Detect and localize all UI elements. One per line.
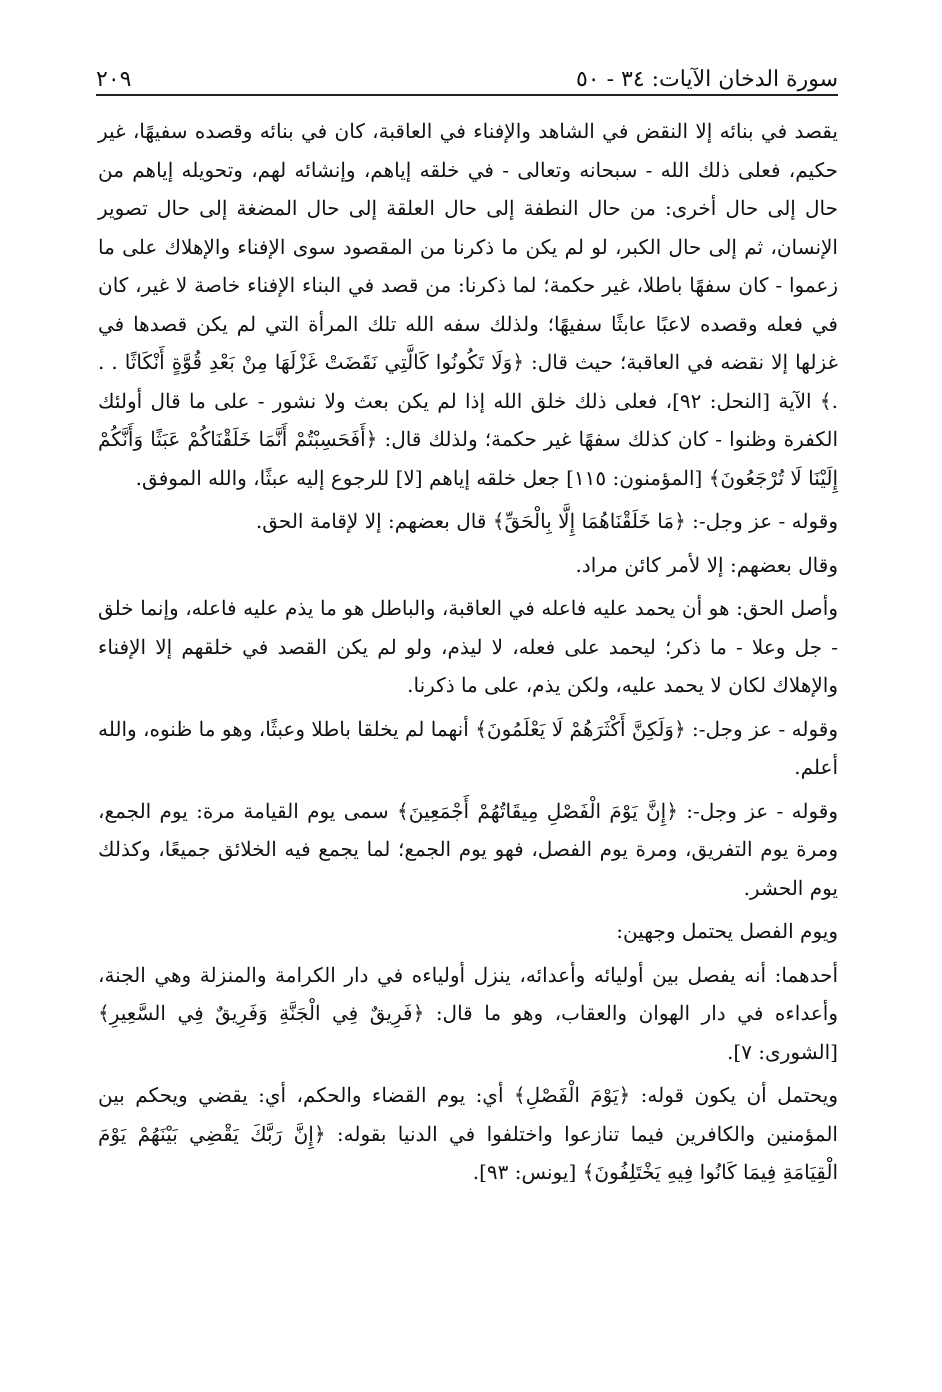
running-title: سورة الدخان الآيات: ٣٤ - ٥٠ <box>575 67 838 92</box>
paragraph: أحدهما: أنه يفصل بين أوليائه وأعدائه، ينزل أولياءه في دار الكرامة والمنزلة وهي الجنة، وأعداءه في دار الهوان والعقاب، وهو ما قال: ﴿فَرِيقٌ فِي الْجَنَّةِ وَفَرِيقٌ فِي السَّعِيرِ﴾ [الشورى: ٧]. <box>98 962 838 1064</box>
body-text <box>98 112 838 1197</box>
paragraph: وأصل الحق: هو أن يحمد عليه فاعله في العاقبة، والباطل هو ما يذم عليه فاعله، وإنما خلق - جل وعلا - ما ذكر؛ ليحمد على فعله، لا ليذم، ولو لم يكن القصد في خلقهم إلا الإفناء والإهلاك لكان لا يحمد عليه، ولكن يذم، على ما ذكرنا. <box>98 596 838 697</box>
paragraph: وقوله - عز وجل-: ﴿وَلَكِنَّ أَكْثَرَهُمْ لَا يَعْلَمُونَ﴾ أنهما لم يخلقا باطلا وعبثًا، وهو ما ظنوه، والله أعلم. <box>98 716 838 779</box>
paragraph: وقوله - عز وجل-: ﴿مَا خَلَقْنَاهُمَا إِلَّا بِالْحَقِّ﴾ قال بعضهم: إلا لإقامة الحق. <box>255 509 838 533</box>
paragraph: ويحتمل أن يكون قوله: ﴿يَوْمَ الْفَصْلِ﴾ أي: يوم القضاء والحكم، أي: يقضي ويحكم بين المؤمنين والكافرين فيما تنازعوا واختلفوا في الدنيا بقوله: ﴿إِنَّ رَبَّكَ يَقْضِي بَيْنَهُمْ يَوْمَ الْقِيَامَةِ فِيمَا كَانُوا فِيهِ يَخْتَلِفُونَ﴾ [يونس: ٩٣]. <box>98 1083 838 1184</box>
paragraph: وقوله - عز وجل-: ﴿إِنَّ يَوْمَ الْفَصْلِ مِيقَاتُهُمْ أَجْمَعِينَ﴾ سمى يوم القيامة مرة: يوم الجمع، ومرة يوم التفريق، ومرة يوم الفصل، فهو يوم الجمع؛ لما يجمع فيه الخلائق جميعًا، وكذلك يوم الحشر. <box>98 798 839 900</box>
paragraph: وقال بعضهم: إلا لأمر كائن مراد. <box>575 552 838 577</box>
page-header <box>96 52 838 92</box>
header-divider <box>96 94 838 96</box>
paragraph: ويوم الفصل يحتمل وجهين: <box>616 919 838 943</box>
page-number: ٢٠٩ <box>96 67 132 92</box>
paragraph: يقصد في بنائه إلا النقض في الشاهد والإفناء في العاقبة، كان في بنائه وقصده سفيهًا، غير حكيم، فعلى ذلك الله - سبحانه وتعالى - في خلقه إياهم، وإنشائه لهم، وتحويله إياهم من حال إلى حال أخرى: من حال النطفة إلى حال العلقة إلى حال المضغة إلى حال تصوير الإنسان، ثم إلى حال الكبر، لو لم يكن ما ذكرنا من المقصود سوى الإفناء والإهلاك على ما زعموا - كان سفهًا باطلا، غير حكمة؛ لما ذكرنا: من قصد في البناء الإفناء خاصة لا غير، كان في فعله وقصده لاعبًا عابثًا سفيهًا؛ ولذلك سفه الله تلك المرأة التي لم يكن قصدها في غزلها إلا نقضه في العاقبة؛ حيث قال: ﴿وَلَا تَكُونُوا كَالَّتِي نَقَضَتْ غَزْلَهَا مِنْ بَعْدِ قُوَّةٍ أَنْكَاثًا . . .﴾ الآية [النحل: ٩٢]، فعلى ذلك خلق الله إذا لم يكن بعث ولا نشور - على ما قال أولئك الكفرة وظنوا - كان كذلك سفهًا غير حكمة؛ ولذلك قال: ﴿أَفَحَسِبْتُمْ أَنَّمَا خَلَقْنَاكُمْ عَبَثًا وَأَنَّكُمْ إِلَيْنَا لَا تُرْجَعُونَ﴾ [المؤمنون: ١١٥] جعل خلقه إياهم [لا] للرجوع إليه عبثًا، والله الموفق. <box>98 119 838 490</box>
